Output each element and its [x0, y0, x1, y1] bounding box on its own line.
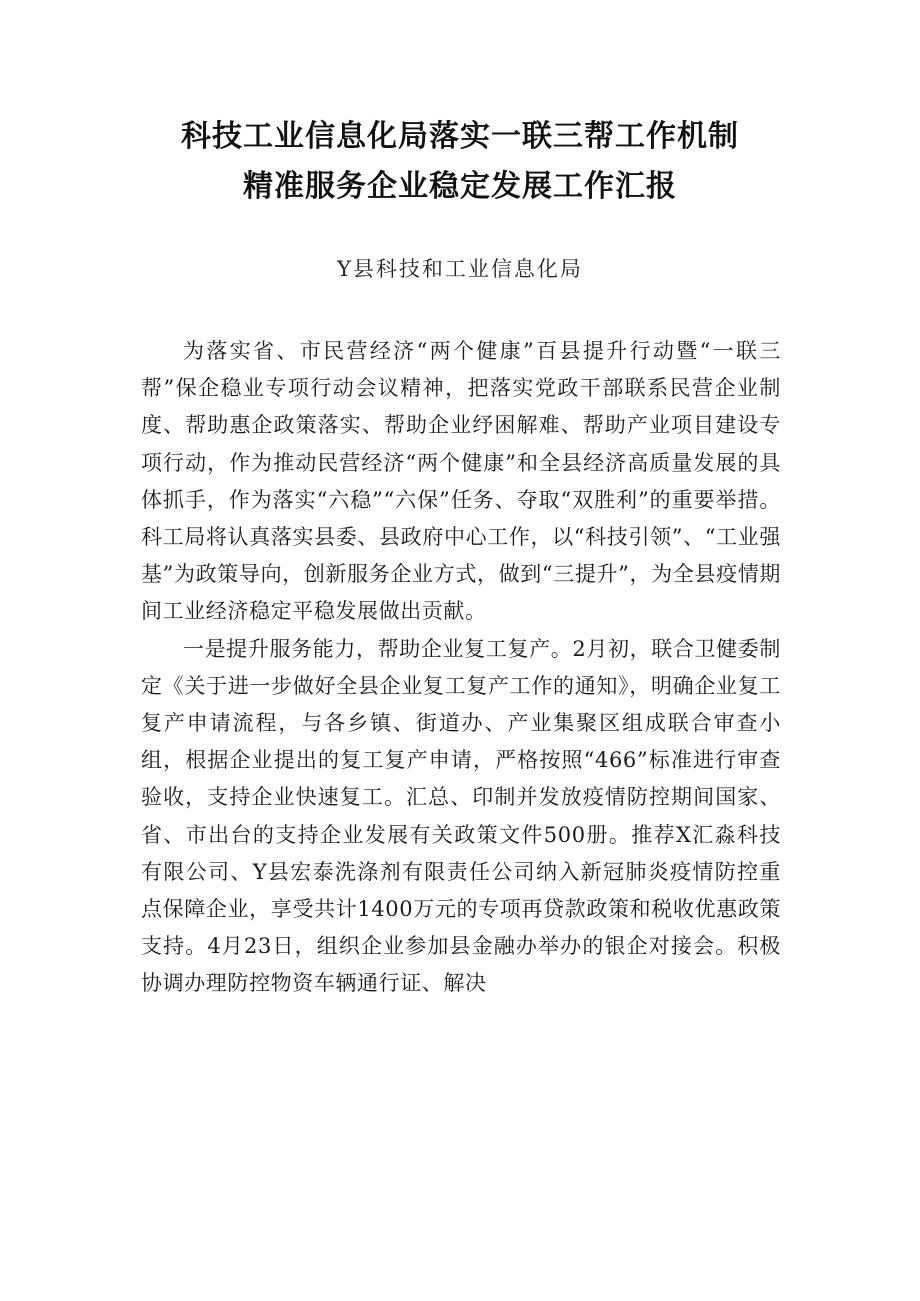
paragraph-point-one: 一是提升服务能力，帮助企业复工复产。2月初，联合卫健委制定《关于进一步做好全县企业复工复产工作的通知》，明确企业复工复产申请流程，与各乡镇、街道办、产业集聚区组成联合审查小组，根据企业提出的复工复产申请，严格按照“466”标准进行审查验收，支持企业快速复工。汇总、印制并发放疫情防控期间国家、省、市出台的支持企业发展有关政策文件500册。推荐X汇淼科技有限公司、Y县宏泰洗涤剂有限责任公司纳入新冠肺炎疫情防控重点保障企业，享受共计1400万元的专项再贷款政策和税收优惠政策支持。4月23日，组织企业参加县金融办举办的银企对接会。积极协调办理防控物资车辆通行证、解决	[141, 636, 781, 996]
title-line-1: 科技工业信息化局落实一联三帮工作机制	[181, 119, 739, 154]
document-title	[0, 112, 920, 212]
document-body	[141, 333, 781, 1003]
paragraph-intro: 为落实省、市民营经济“两个健康”百县提升行动暨“一联三帮”保企稳业专项行动会议精神，把落实党政干部联系民营企业制度、帮助惠企政策落实、帮助企业纾困解难、帮助产业项目建设专项行动，作为推动民营经济“两个健康”和全县经济高质量发展的具体抓手，作为落实“六稳”“六保”任务、夺取“双胜利”的重要举措。科工局将认真落实县委、县政府中心工作，以“科技引领”、“工业强基”为政策导向，创新服务企业方式，做到“三提升”，为全县疫情期间工业经济稳定平稳发展做出贡献。	[141, 339, 781, 624]
title-line-2: 精准服务企业稳定发展工作汇报	[243, 169, 677, 204]
author-line: Y县科技和工业信息化局	[337, 257, 583, 281]
